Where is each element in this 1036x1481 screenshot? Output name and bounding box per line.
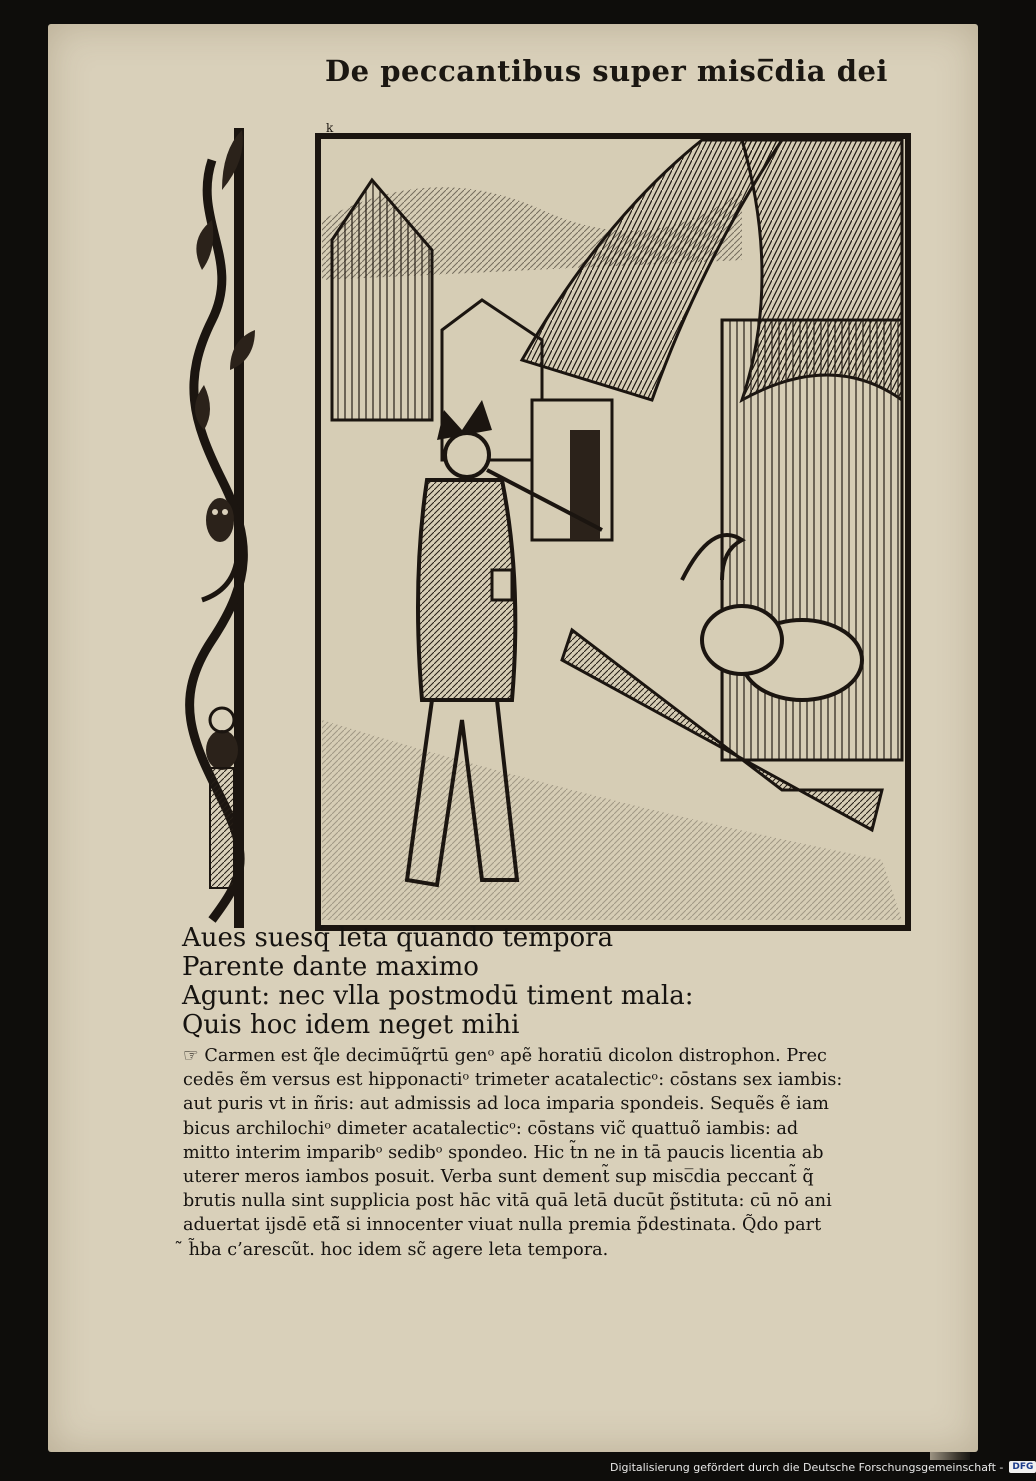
commentary-line: cedēs ẽm versus est hipponactiᵒ trimeter acatalecticᵒ: cōstans sex iambis:: [183, 1070, 843, 1091]
verse-line: Agunt: nec vlla postmodū timent mala:: [182, 981, 694, 1011]
commentary-line: brutis nulla sint supplicia post hāc vitā quā letā ducūt p̃stituta: cū nō ani: [183, 1191, 832, 1212]
floral-border: [190, 128, 255, 928]
verse-line: Parente dante maximo: [182, 952, 479, 982]
pig-figure: [702, 606, 782, 674]
dfg-logo[interactable]: DFG: [1009, 1461, 1036, 1473]
verse-block: [182, 924, 842, 1040]
commentary-line: aut puris vt in ñris: aut admissis ad loca imparia spondeis. Sequẽs ẽ iam: [183, 1094, 829, 1115]
funding-text: Digitalisierung gefördert durch die Deutsche Forschungsgemeinschaft -: [610, 1460, 1004, 1474]
running-head: De peccantibus super misc̅dia dei: [325, 54, 888, 88]
woodcut-scene: [318, 121, 908, 928]
woodcut-illustration: [182, 100, 912, 930]
commentary-line: mitto interim imparibᵒ sedibᵒ spondeo. Hic t̃n ne in tā paucis licentia ab: [183, 1142, 824, 1163]
commentary-line: ̃ h̃ba c’arescũt. hoc idem sc̃ agere leta tempora.: [183, 1239, 609, 1260]
commentary-line: bicus archilochiᵒ dimeter acatalecticᵒ: cōstans vic̃ quattuõ iambis: ad: [183, 1118, 799, 1139]
commentary-line: aduertat ijsdē etā̃ si innocenter viuat nulla premia p̃destinata. Q̃do part: [183, 1215, 822, 1236]
child-figure: [206, 730, 238, 770]
commentary-block: [183, 1044, 903, 1262]
owl-figure: [206, 498, 234, 542]
commentary-line: uterer meros iambos posuit. Verba sunt dement̃ sup misc̅dia peccant̃ q̃: [183, 1167, 814, 1188]
funding-footer: [610, 1458, 1034, 1476]
woodcut-marker: k: [326, 121, 334, 135]
verse-line: Aues suesq́ leta quando tempora: [182, 923, 614, 953]
commentary-line: ☞ Carmen est q̃le decimūq̃rtū genᵒ apẽ horatiū dicolon distrophon. Prec: [183, 1046, 827, 1066]
verse-line: Quis hoc idem neget mihi: [182, 1010, 520, 1040]
